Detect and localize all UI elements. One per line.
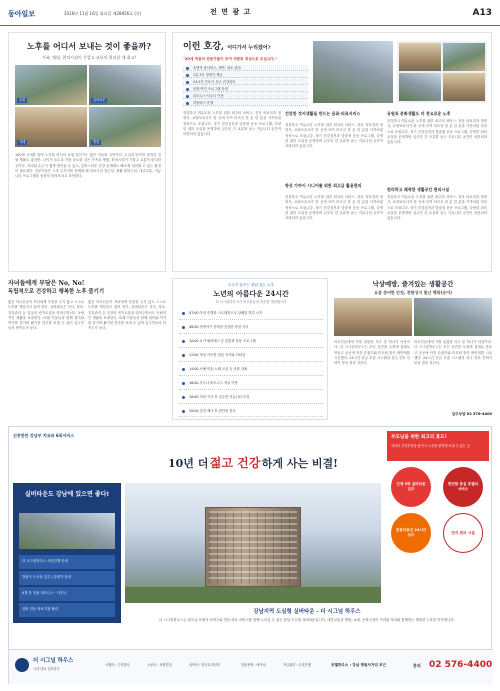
feature-item: 셔틀버스 운행 xyxy=(183,100,308,106)
ad-left-panel-photo xyxy=(19,513,115,549)
article2-right-col xyxy=(387,111,487,267)
article2-photo-garden xyxy=(443,43,485,71)
ad-caption xyxy=(125,609,489,643)
article3-body-col1: 많은 어르신들이 자녀에게 부담을 주지 않고 스스로 노후를 책임지고 싶어 한다. 실버타운은 식사, 청소, 건강관리 등 일상의 번거로움을 덜어주면서도 독립적인 생활을 보장한다. 또래 이웃들과 함께 취미와 여가를 즐기며 활기찬 하루를 보낼 수 있어 입주민들의 만족도가 높다. xyxy=(8,300,84,331)
ad-footer-sponsor: 신탁사 : 한국토지신탁 xyxy=(189,663,220,667)
photo-label-cafe: 카페 xyxy=(19,140,26,145)
article5-contact: 입주상담 02 576-4400 xyxy=(451,412,492,416)
article2-subhead: "20세 적용의 전문가들이 모여 사람과 정성으로 모십니다." xyxy=(183,57,277,61)
ad-footer xyxy=(9,649,493,685)
ad-footer-phone-prefix: 문의 xyxy=(413,663,421,668)
ad-top-right-panel xyxy=(387,431,489,461)
schedule-item: 16:00 사우나·피트니스 자유 이용 xyxy=(179,377,323,390)
ad-headline-a: 10년 더 xyxy=(168,457,209,470)
article2-right-head-b: 편리하고 쾌적한 생활공간 편의시설 xyxy=(387,187,450,192)
page-number: A13 xyxy=(472,8,492,18)
article2-right-body-a: 건강하고 여유로운 노후를 위한 최고의 서비스. 전문 의료진과 영양사, 요양보호사가 한 곳에 모여 어르신 한 분 한 분을 가족처럼 정성으로 모십니다. 정기 건강검진과 맞춤형 운동 프로그램, 다양한 취미 교실을 운영하며 입주민 간 교류를 돕는 커뮤니티 공간이 마련되어 있습니다. xyxy=(387,119,487,145)
schedule-item: 10:00 요가·필라테스 등 맞춤형 운동 프로그램 xyxy=(179,335,323,348)
ad-footer-logo-icon xyxy=(15,658,29,672)
section-title: 전 면 광 고 xyxy=(210,8,252,16)
article2-middle-col xyxy=(285,111,383,267)
schedule-item: 08:00 영양사가 준비한 건강한 아침 식사 xyxy=(179,321,323,334)
article1-photo-silvertown xyxy=(89,65,161,105)
ad-headline xyxy=(121,455,385,472)
article5-photo-corridor xyxy=(414,298,492,336)
ad-headline-b: 젊고 건강 xyxy=(209,456,261,470)
feature-item: 문화·여가 프로그램 운영 xyxy=(183,86,308,92)
ad-left-panel-list xyxy=(19,555,115,619)
ad-left-panel-title: 실버타운도 강남에 있으면 좋다! xyxy=(24,491,110,498)
article2-right-body-b: 건강하고 여유로운 노후를 위한 최고의 서비스. 전문 의료진과 영양사, 요양보호사가 한 곳에 모여 어르신 한 분 한 분을 가족처럼 정성으로 모십니다. 정기 건강검진과 맞춤형 운동 프로그램, 다양한 취미 교실을 운영하며 입주민 간 교류를 돕는 커뮤니티 공간이 마련되어 있습니다. xyxy=(387,195,487,221)
newspaper-logo: 동아일보 xyxy=(8,9,36,18)
article2-photo-column xyxy=(397,41,487,103)
ad-caption-title: 강남지역 도심형 실버타운 - 더 시그넘 하우스 xyxy=(253,609,361,615)
ad-circle: 전문의료진 24시간 상주 xyxy=(391,513,431,553)
article-retirement-location xyxy=(8,32,166,272)
article3-headline-b: 독립적으로 건강하고 행복한 노후 즐기기 xyxy=(8,289,105,295)
article4-subhead: 더 시그넘하우스가 어르신들의 하루를 책임집니다 xyxy=(215,300,287,304)
ad-building-ground xyxy=(125,587,381,603)
article2-photo-lounge xyxy=(313,41,393,103)
feature-item: 피트니스·사우나 이용 xyxy=(183,93,308,99)
ad-circle: 편안함 중심 호텔식 서비스 xyxy=(443,467,483,507)
article4-headline: 노년의 아름다운 24시간 xyxy=(213,289,289,298)
article5-headline-b: 요즘 준비한 안전, 전원성이 빛난 행복(승어) xyxy=(374,290,452,295)
article1-photo-park xyxy=(15,65,87,105)
article2-photo-gym xyxy=(443,73,485,101)
feature-item: 1일 3식 영양식 제공 xyxy=(183,72,308,78)
ad-footer-sponsor: 시행사 : 주식회사 xyxy=(105,663,130,667)
article-luxury-service xyxy=(172,32,492,272)
ad-left-item: 실버 전문 의료기관 협력 xyxy=(19,603,115,617)
feature-item: 호텔식 룸서비스, 세탁, 청소 관리 xyxy=(183,65,308,71)
article5-photo-interior xyxy=(334,298,412,336)
article1-subhead: 가족, 병원, 편의시설이 가깝고 교통이 편리한 게 최고! xyxy=(41,55,137,60)
schedule-item: 18:00 저녁 식사 후 입주민 커뮤니티 모임 xyxy=(179,391,323,404)
schedule-item: 12:00 정성 가득한 점심 식사와 티타임 xyxy=(179,349,323,362)
article2-section-a: 건강한 정서생활을 만드는 음료·의료서비스 xyxy=(285,111,361,116)
ad-footer-logo: 더 시그널 하우스 xyxy=(33,658,74,664)
ad-left-panel xyxy=(13,483,121,623)
schedule-item: 20:00 건강 체크 후 편안한 휴식 xyxy=(179,405,323,417)
ad-left-item: 강남구 도곡동 입주 / 분양가 문의 xyxy=(19,571,115,585)
ad-footer-address: 모델하우스 : 강남 병원사거리 부근 xyxy=(331,663,387,667)
article2-section-b-body: 건강하고 여유로운 노후를 위한 최고의 서비스. 전문 의료진과 영양사, 요양보호사가 한 곳에 모여 어르신 한 분 한 분을 가족처럼 정성으로 모십니다. 정기 건강검진과 맞춤형 운동 프로그램, 다양한 취미 교실을 운영하며 입주민 간 교류를 돕는 커뮤니티 공간이 마련되어 있습니다. xyxy=(285,195,383,221)
ad-building-render xyxy=(125,483,381,603)
article2-headline-b: 어디가서 누리겠어? xyxy=(227,45,271,51)
article-independent-life xyxy=(8,278,166,420)
ad-top-left-badge: 신중한만 강남부 치유와 6위서비스 xyxy=(13,433,75,438)
ad-right-circles xyxy=(387,467,489,617)
article2-photo-room xyxy=(399,43,441,71)
article1-photo-cafe xyxy=(15,107,87,147)
ad-left-item: 더 시그넘하우스 사업진행 안내 xyxy=(19,555,115,569)
ad-footer-sponsor: 전문운영 : 에이치 xyxy=(241,663,266,667)
article1-body: 100세 시대를 맞아 노후를 어디서 보낼 것인가는 많은 이들의 고민이다. 도심과 떨어진 한적한 전원 생활도 좋지만, 나이가 들수록 가장 중요한 것은 가족과 병원, 편의시설이 가깝고 교통이 편리한 곳이다. 자녀와 손주가 쉽게 찾아올 수 있고, 갑작스러운 건강 문제에도 빠르게 대처할 수 있는 환경이 필요하다. 전문가들은 노후 주거지를 선택할 때 의료시설 접근성, 생활 편의시설, 대중교통, 커뮤니티 프로그램을 꼼꼼히 따져보라고 조언한다. xyxy=(15,153,161,179)
article2-feature-list xyxy=(183,65,308,107)
article2-body-left: 건강하고 여유로운 노후를 위한 최고의 서비스. 전문 의료진과 영양사, 요양보호사가 한 곳에 모여 어르신 한 분 한 분을 가족처럼 정성으로 모십니다. 정기 건강검진과 맞춤형 운동 프로그램, 다양한 취미 교실을 운영하며 입주민 간 교류를 돕는 커뮤니티 공간이 마련되어 있습니다. xyxy=(183,111,281,137)
article1-headline: 노후를 어디서 보내는 것이 좋을까? xyxy=(26,41,152,51)
ad-headline-c: 하게 사는 비결! xyxy=(261,457,338,470)
article2-section-a-body: 건강하고 여유로운 노후를 위한 최고의 서비스. 전문 의료진과 영양사, 요양보호사가 한 곳에 모여 어르신 한 분 한 분을 가족처럼 정성으로 모십니다. 정기 건강검진과 맞춤형 운동 프로그램, 다양한 취미 교실을 운영하며 입주민 간 교류를 돕는 커뮤니티 공간이 마련되어 있습니다. xyxy=(285,123,383,149)
article5-headline-a: 낙상예방, 즐겨있는 생활공간 xyxy=(372,280,454,288)
ad-caption-body: 더 시그넘하우스는 최고급 호텔식 서비스와 전문 의료 서비스를 함께 누리실 수 있는 강남 도심형 실버타운입니다. 대중교통과 병원, 쇼핑, 문화시설이 가까워 자녀와 함께하는 행복한 노후를 약속합니다. xyxy=(159,618,455,623)
masthead xyxy=(0,0,500,26)
article5-body-col2: 어르신들에게 가장 위험한 사고 중 하나가 낙상이다. 더 시그넘하우스는 모든 공간을 무장애 설계로 만들고 곳곳에 안전 손잡이와 미끄럼 방지 바닥재를 시공했다. 24시간 응급 호출 시스템과 상주 간호 인력이 항상 곁을 지킨다. xyxy=(414,340,492,366)
ad-footer-phone: 02 576-4400 xyxy=(429,660,493,670)
article2-photo-dining xyxy=(399,73,441,101)
schedule-item: 14:00 서예·미술·노래 교실 등 문화 강좌 xyxy=(179,363,323,376)
ad-top-right-title: 부모님을 위한 최고의 효도! xyxy=(391,435,447,440)
feature-item: 24시간 간호사 상주 건강관리 xyxy=(183,79,308,85)
ad-footer-sponsor: 자금관리 : 우리은행 xyxy=(283,663,311,667)
article5-body-col1: 어르신들에게 가장 위험한 사고 중 하나가 낙상이다. 더 시그넘하우스는 모든 공간을 무장애 설계로 만들고 곳곳에 안전 손잡이와 미끄럼 방지 바닥재를 시공했다. 24시간 응급 호출 시스템과 상주 간호 인력이 항상 곁을 지킨다. xyxy=(334,340,410,366)
article2-right-head-a: 공원과 문화생활도 더 풍요로운 노후 xyxy=(387,111,451,116)
article3-body-col2: 많은 어르신들이 자녀에게 부담을 주지 않고 스스로 노후를 책임지고 싶어 한다. 실버타운은 식사, 청소, 건강관리 등 일상의 번거로움을 덜어주면서도 독립적인 생활을 보장한다. 또래 이웃들과 함께 취미와 여가를 즐기며 활기찬 하루를 보낼 수 있어 입주민들의 만족도가 높다. xyxy=(88,300,166,331)
article-24-hours xyxy=(172,278,328,420)
issue-date: 2016년 11월 16일 화요일 제28926호 (등) xyxy=(64,11,142,16)
ad-circle: 인생 2막 실버타운 입주 xyxy=(391,467,431,507)
ad-top-right-sub: 자녀의 부양부담을 줄이고 노후를 편하게 보낼 수 있는 곳 xyxy=(391,444,470,448)
photo-label-hospital: 병원 xyxy=(93,140,100,145)
ad-building-window-grid xyxy=(209,511,297,583)
article4-tag: 모두가 꿈꾸는 품위 있는 노후 xyxy=(227,283,275,287)
article4-schedule-list xyxy=(179,307,323,417)
ad-left-item: 4개 층 전용 피트니스 · 사우나 xyxy=(19,587,115,601)
article1-photo-hospital xyxy=(89,107,161,147)
article2-headline-a: 이런 호강, xyxy=(183,42,225,52)
ad-circle: 단지 편의 시설 xyxy=(443,513,483,553)
article-fall-prevention xyxy=(334,278,492,420)
article2-headline xyxy=(183,41,313,53)
article2-section-b: 항상 가까이 시니어를 위한 최고급 활용편의 xyxy=(285,183,362,188)
photo-label-silvertown: 실버타운 xyxy=(93,98,106,103)
photo-label-park: 공원 xyxy=(19,98,26,103)
advertisement xyxy=(8,426,492,684)
ad-footer-sponsor: 시공사 : 서희건설 xyxy=(147,663,172,667)
schedule-item: 07:00 아침 산책과 스트레칭으로 상쾌한 하루 시작 xyxy=(179,307,323,320)
article3-headline-a: 자녀들에게 부담은 No, No! xyxy=(8,280,85,287)
ad-footer-sub: 국내 대표 실버타운 xyxy=(33,667,60,671)
